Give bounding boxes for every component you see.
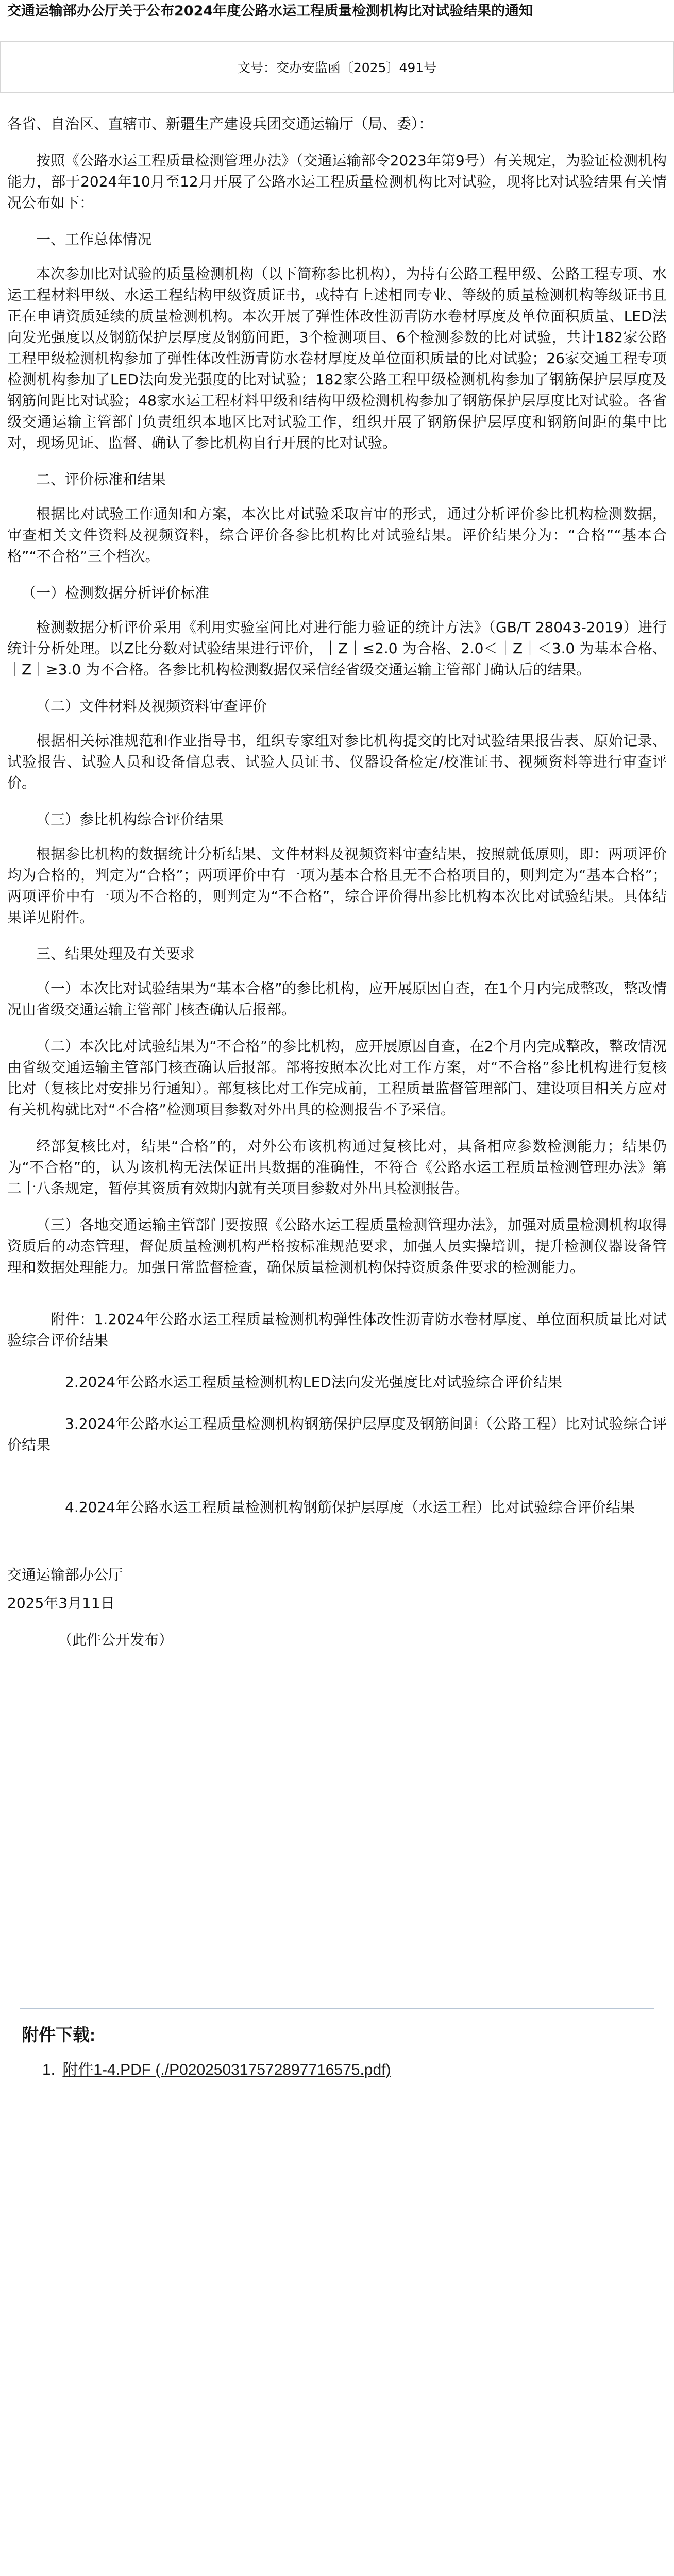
section-2-body: 根据比对试验工作通知和方案，本次比对试验采取盲审的形式，通过分析评价参比机构检测数据，审查相关文件资料及视频资料，综合评价各参比机构比对试验结果。评价结果分为：“合格”“基本合格”“不合格”三个档次。: [7, 505, 667, 565]
section-3-item-2: （二）本次比对试验结果为“不合格”的参比机构，应开展原因自查，在2个月内完成整改，整改情况由省级交通运输主管部门核查确认后报部。部将按照本次比对工作方案，对“不合格”参比机构进行复核比对（复核比对安排另行通知）。部复核比对工作完成前，工程质量监督管理部门、建设项目相关方应对有关机构就比对“不合格”检测项目参数对外出具的检测报告不予采信。: [7, 1038, 667, 1118]
signature-org: 交通运输部办公厅: [7, 1566, 123, 1583]
signature-block: [7, 1564, 667, 1650]
section-2-3-body: 根据参比机构的数据统计分析结果、文件材料及视频资料审查结果，按照就低原则，即：两项评价均为合格的，判定为“合格”；两项评价中有一项为基本合格且无不合格项目的，则判定为“基本合格”；两项评价中有一项为不合格的，则判定为“不合格”，综合评价得出参比机构本次比对试验结果。具体结果详见附件。: [7, 845, 667, 926]
section-3-item-1: （一）本次比对试验结果为“基本合格”的参比机构，应开展原因自查，在1个月内完成整改，整改情况由省级交通运输主管部门核查确认后报部。: [7, 980, 667, 1018]
page-title: 交通运输部办公厅关于公布2024年度公路水运工程质量检测机构比对试验结果的通知: [7, 3, 533, 19]
section-2-heading: 二、评价标准和结果: [36, 471, 166, 488]
attachment-item: 4.2024年公路水运工程质量检测机构钢筋保护层厚度（水运工程）比对试验综合评价结果: [65, 1499, 635, 1516]
section-2-1-body: 检测数据分析评价采用《利用实验室间比对进行能力验证的统计方法》（GB/T 28043-2019）进行统计分析处理。以Z比分数对试验结果进行评价，｜Z｜≤2.0 为合格、2.0＜｜Z｜＜3.0 为基本合格、｜Z｜≥3.0 为不合格。各参比机构检测数据仅采信经省级交通运输主管部门确认后的结果。: [7, 619, 667, 678]
download-item-number: 1.: [42, 2061, 56, 2078]
intro-paragraph: 按照《公路水运工程质量检测管理办法》（交通运输部令2023年第9号）有关规定，为验证检测机构能力，部于2024年10月至12月开展了公路水运工程质量检测机构比对试验，现将比对试验结果有关情况公布如下：: [7, 152, 667, 211]
doc-number-box: [0, 41, 674, 93]
publish-note: （此件公开发布）: [58, 1631, 174, 1648]
attachment-item: 附件：1.2024年公路水运工程质量检测机构弹性体改性沥青防水卷材厚度、单位面积质量比对试验综合评价结果: [7, 1311, 667, 1349]
section-3-item-2-followup: 经部复核比对，结果“合格”的，对外公布该机构通过复核比对，具备相应参数检测能力；结果仍为“不合格”的，认为该机构无法保证出具数据的准确性，不符合《公路水运工程质量检测管理办法》第二十八条规定，暂停其资质有效期内就有关项目参数对外出具检测报告。: [7, 1138, 667, 1197]
section-2-2-heading: （二）文件材料及视频资料审查评价: [36, 698, 267, 715]
download-heading: 附件下载:: [22, 2025, 95, 2044]
download-list: [22, 2060, 640, 2080]
section-1-body: 本次参加比对试验的质量检测机构（以下简称参比机构），为持有公路工程甲级、公路工程专项、水运工程材料甲级、水运工程结构甲级资质证书，或持有上述相同专业、等级的质量检测机构等级证书且正在申请资质延续的质量检测机构。本次开展了弹性体改性沥青防水卷材厚度及单位面积质量、LED法向发光强度以及钢筋保护层厚度及钢筋间距，3个检测项目、6个检测参数的比对试验，共计182家公路工程甲级检测机构参加了弹性体改性沥青防水卷材厚度及单位面积质量的比对试验；26家交通工程专项检测机构参加了LED法向发光强度的比对试验；182家公路工程甲级检测机构参加了钢筋保护层厚度及钢筋间距比对试验；48家水运工程材料甲级和结构甲级检测机构参加了钢筋保护层厚度比对试验。各省级交通运输主管部门负责组织本地区比对试验工作，组织开展了钢筋保护层厚度和钢筋间距的集中比对，现场见证、监督、确认了参比机构自行开展的比对试验。: [7, 265, 667, 451]
doc-number: 文号：交办安监函〔2025〕491号: [237, 60, 437, 75]
salutation: 各省、自治区、直辖市、新疆生产建设兵团交通运输厅（局、委）：: [7, 115, 433, 132]
attachment-item: 2.2024年公路水运工程质量检测机构LED法向发光强度比对试验综合评价结果: [65, 1374, 562, 1391]
attachment-item: 3.2024年公路水运工程质量检测机构钢筋保护层厚度及钢筋间距（公路工程）比对试验综合评价结果: [7, 1415, 667, 1453]
section-divider: [20, 2008, 654, 2009]
signature-date: 2025年3月11日: [7, 1595, 115, 1612]
download-item: [42, 2060, 640, 2080]
attachments-list: [7, 1309, 667, 1518]
section-2-2-body: 根据相关标准规范和作业指导书，组织专家组对参比机构提交的比对试验结果报告表、原始记录、试验报告、试验人员和设备信息表、试验人员证书、仪器设备检定/校准证书、视频资料等进行审查评价。: [7, 732, 667, 791]
notice-body: [0, 113, 674, 1666]
section-2-1-heading: （一）检测数据分析评价标准: [22, 584, 210, 601]
section-1-heading: 一、工作总体情况: [36, 231, 152, 248]
download-section: [22, 2024, 640, 2080]
section-3-item-3: （三）各地交通运输主管部门要按照《公路水运工程质量检测管理办法》，加强对质量检测机构取得资质后的动态管理，督促质量检测机构严格按标准规范要求，加强人员实操培训，提升检测仪器设备管理和数据处理能力。加强日常监督检查，确保质量检测机构保持资质条件要求的检测能力。: [7, 1216, 667, 1276]
download-link[interactable]: 附件1-4.PDF (./P020250317572897716575.pdf): [62, 2061, 391, 2078]
section-2-3-heading: （三）参比机构综合评价结果: [36, 811, 224, 828]
section-3-heading: 三、结果处理及有关要求: [36, 945, 195, 962]
